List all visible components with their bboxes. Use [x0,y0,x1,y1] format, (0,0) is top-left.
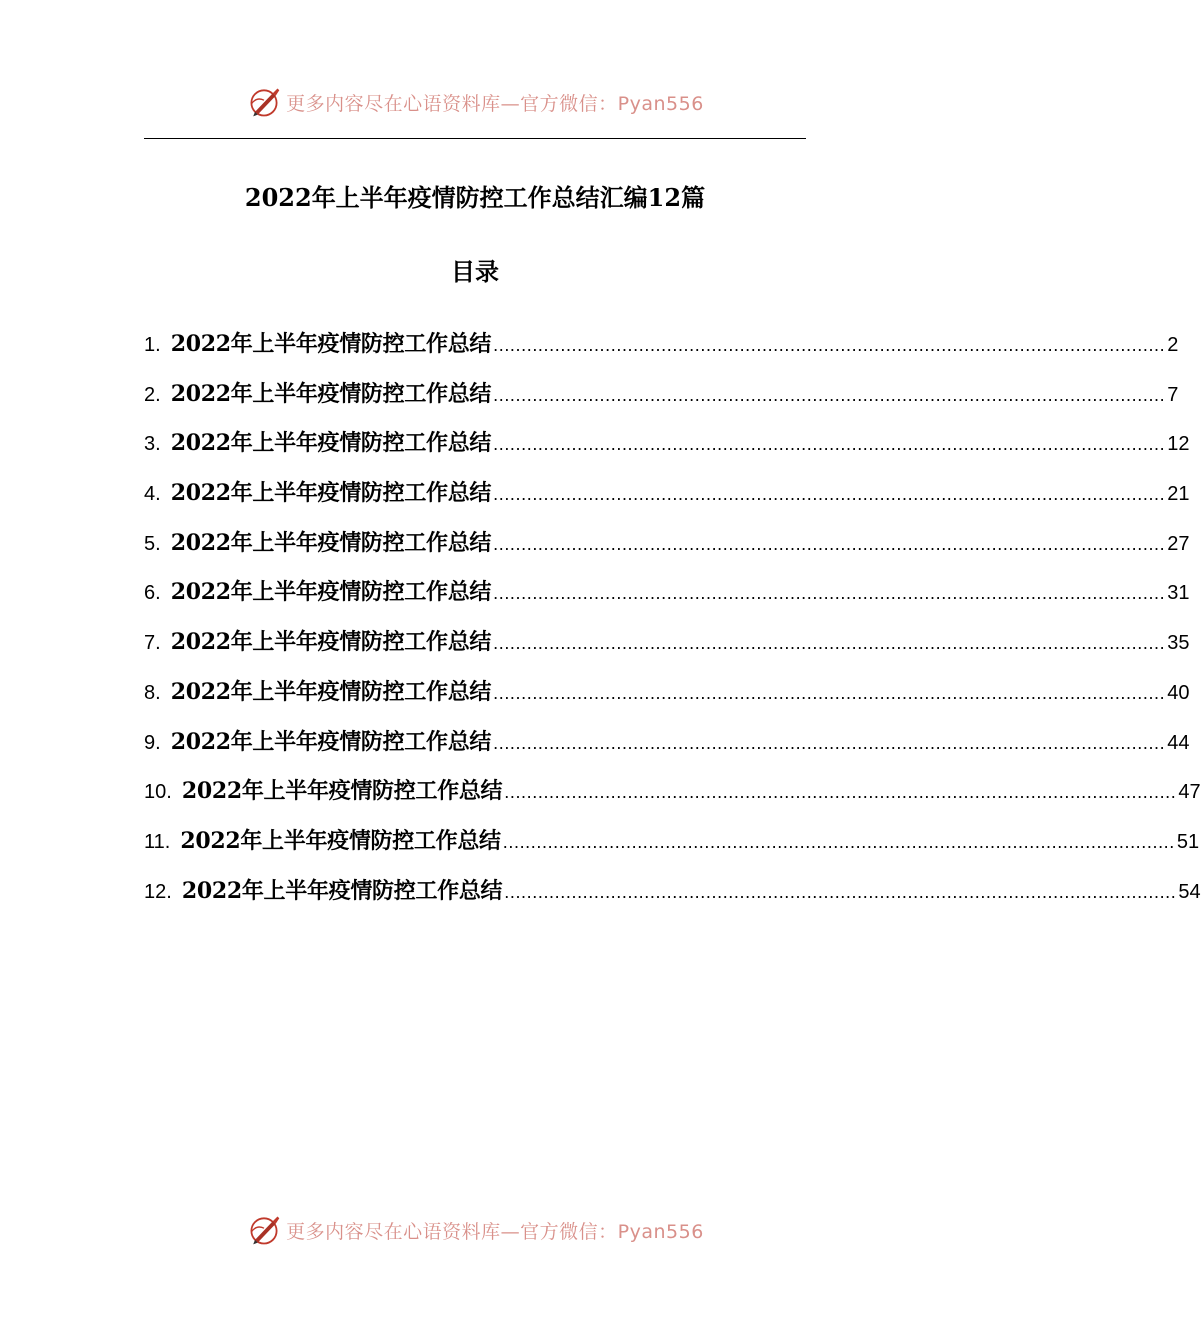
banner-text [286,1217,704,1244]
toc-entry[interactable] [144,725,1190,775]
toc-entry-number: 4. [144,483,161,506]
toc-entry-title: 2022年上半年疫情防控工作总结 [170,678,492,705]
dot-leader: ........................................................................................................................ [493,384,1166,405]
toc-entry-title: 2022年上半年疫情防控工作总结 [181,778,503,805]
toc-entry-number: 12. [144,880,172,903]
toc-entry[interactable] [144,327,1179,377]
dot-leader: ........................................................................................................................ [493,484,1166,505]
toc-entry-number: 6. [144,582,161,605]
toc-entry-number: 1. [144,334,161,356]
toc-entry[interactable] [144,824,1200,874]
toc-entry-title: 2022年上半年疫情防控工作总结 [170,480,492,507]
wechat-id: Pyan556 [617,1220,704,1243]
toc-entry-number: 11. [144,830,171,853]
header-banner [0,82,950,122]
toc-entry-page: 31 [1167,582,1190,605]
toc-entry-page: 2 [1167,334,1179,356]
toc-entry-page: 51 [1176,830,1200,853]
toc-entry-page: 47 [1178,781,1201,804]
toc-entry[interactable] [144,377,1179,427]
toc-entry-title: 2022年上半年疫情防控工作总结 [181,877,503,904]
table-of-contents [144,327,1201,923]
toc-entry-title: 2022年上半年疫情防控工作总结 [170,629,492,656]
footer-banner [0,1210,950,1250]
toc-entry-page: 40 [1167,681,1190,704]
toc-entry-number: 7. [144,632,161,655]
toc-entry-number: 3. [144,433,161,456]
toc-entry-page: 44 [1167,731,1190,754]
dot-leader: ........................................................................................................................ [493,335,1166,355]
toc-entry-number: 8. [144,681,161,704]
banner-label: 更多内容尽在心语资料库—官方微信： [286,1220,618,1243]
toc-entry[interactable] [144,874,1201,924]
dot-leader: ........................................................................................................................ [504,782,1177,803]
toc-entry[interactable] [144,476,1190,526]
dot-leader: ........................................................................................................................ [493,434,1166,455]
pen-logo-icon [246,84,282,120]
toc-entry[interactable] [144,625,1190,675]
toc-entry-number: 10. [144,781,172,804]
toc-entry[interactable] [144,774,1201,824]
dot-leader: ........................................................................................................................ [504,881,1177,902]
toc-entry-title: 2022年上半年疫情防控工作总结 [170,579,492,606]
wechat-id: Pyan556 [617,92,704,115]
toc-entry-number: 5. [144,532,161,555]
toc-entry-title: 2022年上半年疫情防控工作总结 [180,827,501,854]
toc-entry-page: 12 [1167,433,1190,456]
pen-logo-icon [246,1212,282,1248]
toc-entry-page: 54 [1178,880,1201,903]
banner-label: 更多内容尽在心语资料库—官方微信： [286,92,618,115]
toc-entry-number: 9. [144,731,161,754]
dot-leader: ........................................................................................................................ [493,583,1166,604]
toc-entry[interactable] [144,426,1190,476]
dot-leader: ........................................................................................................................ [493,732,1166,753]
dot-leader: ........................................................................................................................ [493,533,1166,554]
toc-heading: 目录 [451,257,499,286]
toc-entry[interactable] [144,526,1190,576]
header-divider [144,138,806,139]
toc-entry-page: 27 [1167,532,1190,555]
toc-entry-page: 21 [1167,483,1190,506]
toc-entry-title: 2022年上半年疫情防控工作总结 [170,430,492,457]
toc-entry-page: 35 [1167,632,1190,655]
document-title: 2022年上半年疫情防控工作总结汇编12篇 [244,183,706,212]
toc-entry-page: 7 [1167,383,1179,406]
banner-text [286,89,704,116]
dot-leader: ........................................................................................................................ [493,633,1166,654]
dot-leader: ........................................................................................................................ [502,831,1175,852]
toc-entry-title: 2022年上半年疫情防控工作总结 [170,380,492,407]
dot-leader: ........................................................................................................................ [493,682,1166,703]
toc-entry[interactable] [144,575,1190,625]
toc-entry-title: 2022年上半年疫情防控工作总结 [170,331,492,357]
toc-entry-title: 2022年上半年疫情防控工作总结 [170,529,492,556]
toc-entry-number: 2. [144,383,161,406]
toc-entry-title: 2022年上半年疫情防控工作总结 [170,728,492,755]
toc-entry[interactable] [144,675,1190,725]
